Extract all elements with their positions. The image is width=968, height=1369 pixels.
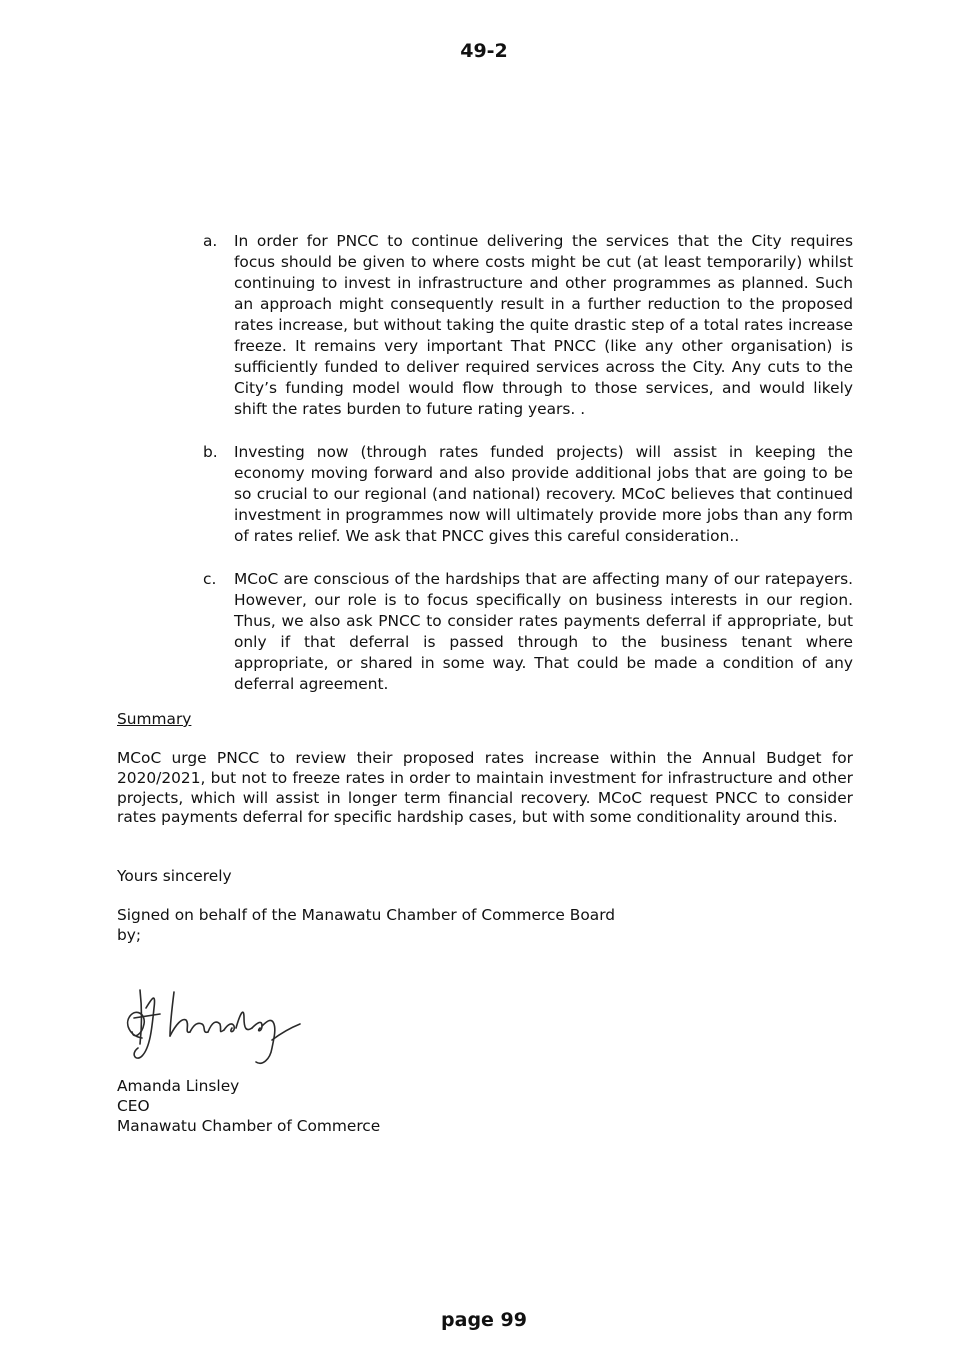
signed-on-behalf-line: Signed on behalf of the Manawatu Chamber of Commerce Board xyxy=(117,906,616,924)
by-line: by; xyxy=(117,926,142,944)
list-item xyxy=(203,231,853,420)
signatory-name: Amanda Linsley xyxy=(117,1077,240,1095)
list-item xyxy=(203,569,853,695)
signatory-block xyxy=(117,1076,380,1136)
list-item-text: In order for PNCC to continue delivering the services that the City requires focus should be given to where costs might be cut (at least temporarily) whilst continuing to invest in infrastructure and other programmes as planned. Such an approach might consequently result in a further reduction to the proposed rates increase, but without taking the quite drastic step of a total rates increase freeze. It remains very important That PNCC (like any other organisation) is sufficiently funded to deliver required services across the City. Any cuts to the City’s funding model would flow through to those services, and would likely shift the rates burden to future rating years. . xyxy=(234,232,853,418)
summary-body: MCoC urge PNCC to review their proposed rates increase within the Annual Budget for 2020/2021, but not to freeze rates in order to maintain investment for infrastructure and other projects, which will assist in longer term financial recovery. MCoC request PNCC to consider rates payments deferral for specific hardship cases, but with some conditionality around this. xyxy=(117,749,853,827)
list-marker: b. xyxy=(203,443,218,461)
list-item-text: MCoC are conscious of the hardships that are affecting many of our ratepayers. However, our role is to focus specifically on business interests in our region. Thus, we also ask PNCC to consider rates payments deferral if appropriate, but only if that deferral is passed through to the business tenant where appropriate, or shared in some way. That could be made a condition of any deferral agreement. xyxy=(234,570,853,693)
salutation: Yours sincerely xyxy=(117,867,232,885)
handwritten-signature xyxy=(112,978,327,1074)
page-number: page 99 xyxy=(441,1309,527,1331)
list-marker: c. xyxy=(203,570,217,588)
summary-heading: Summary xyxy=(117,710,192,728)
list-item-text: Investing now (through rates funded projects) will assist in keeping the economy moving forward and also provide additional jobs that are going to be so crucial to our regional (and national) recovery. MCoC believes that continued investment in programmes now will ultimately provide more jobs than any form of rates relief. We ask that PNCC gives this careful consideration.. xyxy=(234,443,853,545)
page-reference: 49-2 xyxy=(460,40,508,62)
submission-points-list xyxy=(203,231,853,717)
summary-section xyxy=(117,709,853,828)
signatory-organisation: Manawatu Chamber of Commerce xyxy=(117,1117,381,1135)
list-marker: a. xyxy=(203,232,218,250)
signatory-title: CEO xyxy=(117,1097,150,1115)
list-item xyxy=(203,442,853,547)
closing-block xyxy=(117,866,717,945)
